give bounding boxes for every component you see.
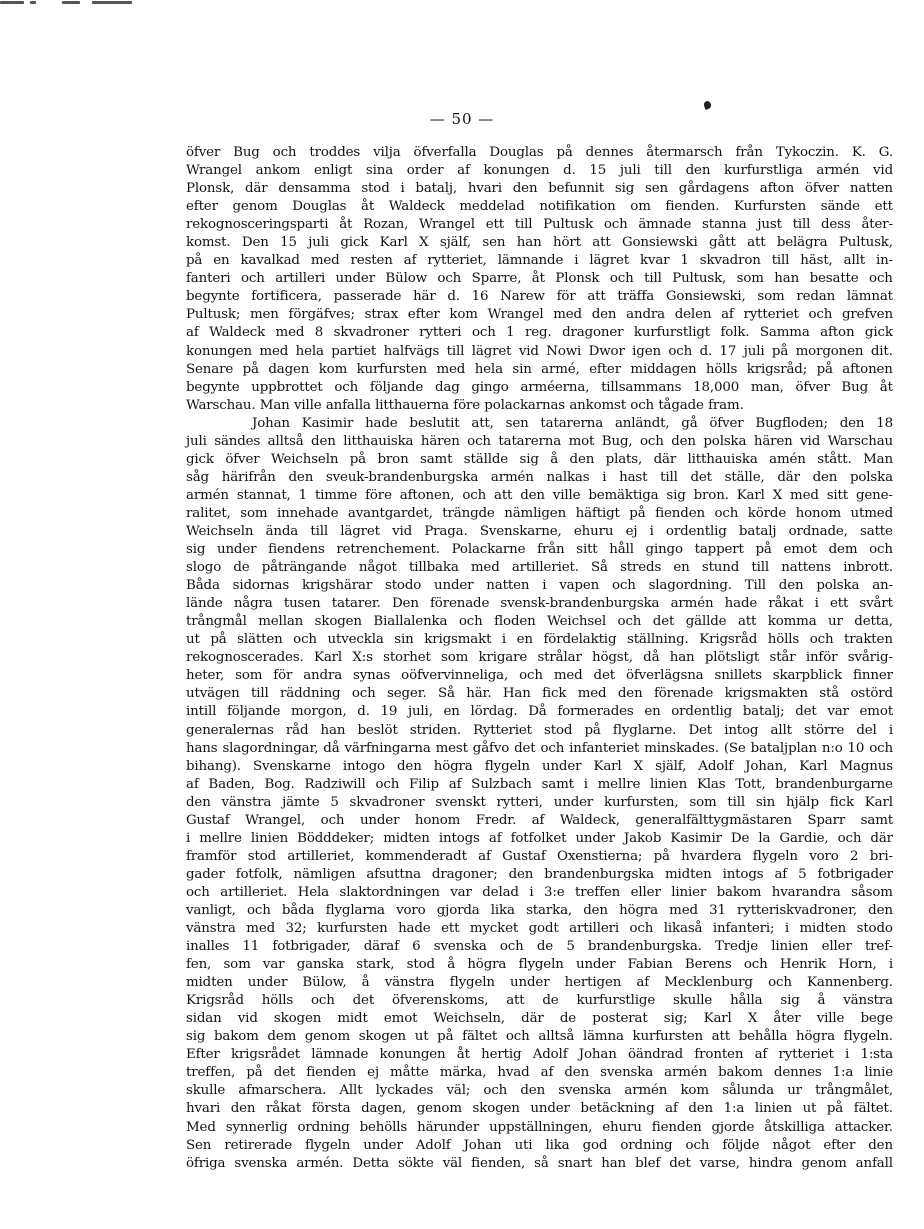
text-line: sidan vid skogen midt emot Weichseln, där de posterat sig; Karl X åter ville bege [186,1011,893,1027]
text-line: utvägen till räddning och seger. Så här. Han fick med den förenade krigsmakten stå ostörd [186,686,893,702]
text-line: Krigsråd hölls och det öfverenskoms, att de kurfurstlige skulle hålla sig å vänstra [186,993,893,1009]
text-line: efter genom Douglas åt Waldeck meddelad notifikation om fienden. Kurfursten sände ett [186,199,893,215]
text-line: Båda sidornas krigshärar stodo under natten i vapen och slagordning. Till den polska an- [186,578,893,594]
text-line: rekognoscerades. Karl X:s storhet som krigare strålar högst, då han plötsligt står inför svårig- [186,650,893,666]
page-number: — 50 — [429,110,495,128]
text-line: vanligt, och båda flyglarna voro gjorda lika starka, den högra med 31 rytteriskvadroner, den [186,902,893,918]
text-line: den vänstra jämte 5 skvadroner svenskt rytteri, under kurfursten, som till sin hjälp fick Karl [186,794,893,810]
text-line: begynte fortificera, passerade här d. 16 Narew för att träffa Gonsiewski, som redan lämnat [186,289,893,305]
ink-speck [703,100,712,110]
text-line: fen, som var ganska stark, stod å högra flygeln under Fabian Berens och Henrik Horn, i [186,957,893,973]
text-line: hvari den råkat första dagen, genom skogen under betäckning af den 1:a linien ut på fältet. [186,1101,893,1117]
text-line: på en kavalkad med resten af rytteriet, lämnande i lägret kvar 1 skvadron till häst, allt in- [186,253,893,269]
text-line: slogo de påträngande något tillbaka med artilleriet. Så streds en stund till nattens inbrott. [186,560,893,576]
text-line: Senare på dagen kom kurfursten med hela sin armé, efter middagen hölls krigsråd; på aftonen [186,361,893,377]
text-line: fanteri och artilleri under Bülow och Sparre, åt Plonsk och till Pultusk, som han besatte och [186,271,893,287]
text-line: Sen retirerade flygeln under Adolf Johan uti lika god ordning och följde något efter den [186,1137,893,1153]
text-line: lände några tusen tatarer. Den förenade svensk-brandenburgska armén hade råkat i ett svårt [186,596,893,612]
text-line: sig under fiendens retrenchement. Polackarne från sitt håll gingo tappert på emot dem och [186,542,893,558]
scan-mark [62,1,80,4]
text-line: komst. Den 15 juli gick Karl X själf, sen han hört att Gonsiewski gått att belägra Pultusk, [186,235,893,251]
text-line: Pultusk; men förgäfves; strax efter kom Wrangel med den andra delen af rytteriet och grefven [186,307,893,323]
scan-mark [0,1,24,4]
text-line: och artilleriet. Hela slaktordningen var delad i 3:e treffen eller linier bakom hvarandra såsom [186,884,893,900]
scan-edge-artifact [0,0,924,6]
text-line: Gustaf Wrangel, och under honom Fredr. af Waldeck, generalfälttygmästaren Sparr samt [186,812,893,828]
text-line: skulle afmarschera. Allt lyckades väl; och den svenska armén kom sålunda ur trångmålet, [186,1083,893,1099]
body-text [186,144,893,1173]
text-line: armén stannat, 1 timme före aftonen, och att den ville bemäktiga sig bron. Karl X med sitt gene- [186,487,893,503]
text-line: gick öfver Weichseln på bron samt ställde sig å den plats, där litthauiska amén stått. Man [186,451,893,467]
text-line: framför stod artilleriet, kommenderadt af Gustaf Oxenstierna; på hvardera flygeln voro 2 bri- [186,848,893,864]
text-line: konungen med hela partiet halfvägs till lägret vid Nowi Dwor igen och d. 17 juli på morgonen dit. [186,343,893,359]
text-line: ralitet, som innehade avantgardet, trängde nämligen häftigt på fienden och körde honom utmed [186,505,893,521]
text-line: hans slagordningar, då värfningarna mest gåfvo det och infanteriet minskades. (Se bataljplan n:o 10 och [186,740,893,756]
text-line: såg härifrån den sveuk-brandenburgska armén nalkas i hast till det ställe, där den polska [186,469,893,485]
scan-mark [30,1,36,4]
text-line: Weichseln ända till lägret vid Praga. Svenskarne, ehuru ej i ordentlig batalj ordnade, satte [186,523,893,539]
text-line: generalernas råd han beslöt striden. Rytteriet stod på flyglarne. Det intog allt större del i [186,722,893,738]
text-line: Efter krigsrådet lämnade konungen åt hertig Adolf Johan öändrad fronten af rytteriet i 1:sta [186,1047,893,1063]
text-line: Warschau. Man ville anfalla litthauerna före polackarnas ankomst och tågade fram. [186,397,744,413]
scan-mark [92,1,132,4]
text-line: midten under Bülow, å vänstra flygeln under hertigen af Mecklenburg och Kannenberg. [186,975,893,991]
text-line: rekognosceringsparti åt Rozan, Wrangel ett till Pultusk och ämnade stanna just till dess åter- [186,217,893,233]
text-line: treffen, på det fienden ej måtte märka, hvad af den svenska armén bakom dennes 1:a linie [186,1065,893,1081]
text-line: öfriga svenska armén. Detta sökte väl fienden, så snart han blef det varse, hindra genom anfall [186,1155,893,1171]
text-line: Med synnerlig ordning behölls härunder uppställningen, ehuru fienden gjorde åtskilliga attacker. [186,1119,893,1135]
text-line: ut på slätten och utveckla sin krigsmakt i en fördelaktig ställning. Krigsråd hölls och trakten [186,632,893,648]
text-line: Plonsk, där densamma stod i batalj, hvari den befunnit sig sen gårdagens afton öfver natten [186,181,893,197]
text-line: Wrangel ankom enligt sina order af konungen d. 15 juli till den kurfurstliga armén vid [186,163,893,179]
text-line: juli sändes alltså den litthauiska hären och tatarerna mot Bug, och den polska hären vid Warschau [186,433,893,449]
text-line: af Baden, Bog. Radziwill och Filip af Sulzbach samt i mellre linien Klas Tott, brandenburgarne [186,776,893,792]
text-line: i mellre linien Bödddeker; midten intogs af fotfolket under Jakob Kasimir De la Gardie, och där [186,830,893,846]
text-line: sig bakom dem genom skogen ut på fältet och alltså lämna kurfursten att behålla högra flygeln. [186,1029,893,1045]
text-line: gader fotfolk, nämligen afsuttna dragoner; den brandenburgska midten intogs af 5 fotbrigader [186,866,893,882]
text-line: intill följande morgon, d. 19 juli, en lördag. Då formerades en ordentlig batalj; det var emot [186,704,893,720]
text-line: trångmål mellan skogen Biallalenka och floden Weichsel och det gällde att komma ur detta, [186,614,893,630]
text-line: vänstra med 32; kurfursten hade ett mycket godt artilleri och likaså infanteri; i midten stodo [186,921,893,937]
text-line: Johan Kasimir hade beslutit att, sen tatarerna anländt, gå öfver Bugfloden; den 18 [252,415,893,431]
text-line: inalles 11 fotbrigader, däraf 6 svenska och de 5 brandenburgska. Tredje linien eller tref- [186,939,893,955]
text-line: af Waldeck med 8 skvadroner rytteri och 1 reg. dragoner kurfurstligt folk. Samma afton gick [186,325,893,341]
text-line: öfver Bug och troddes vilja öfverfalla Douglas på dennes återmarsch från Tykoczin. K. G. [186,145,893,160]
text-line: heter, som för andra synas oöfvervinneliga, och med det öfverlägsna snillets skarpblick finner [186,668,893,684]
text-line: begynte uppbrottet och följande dag gingo arméerna, tillsammans 18,000 man, öfver Bug åt [186,379,893,395]
text-line: bihang). Svenskarne intogo den högra flygeln under Karl X själf, Adolf Johan, Karl Magnus [186,758,893,774]
